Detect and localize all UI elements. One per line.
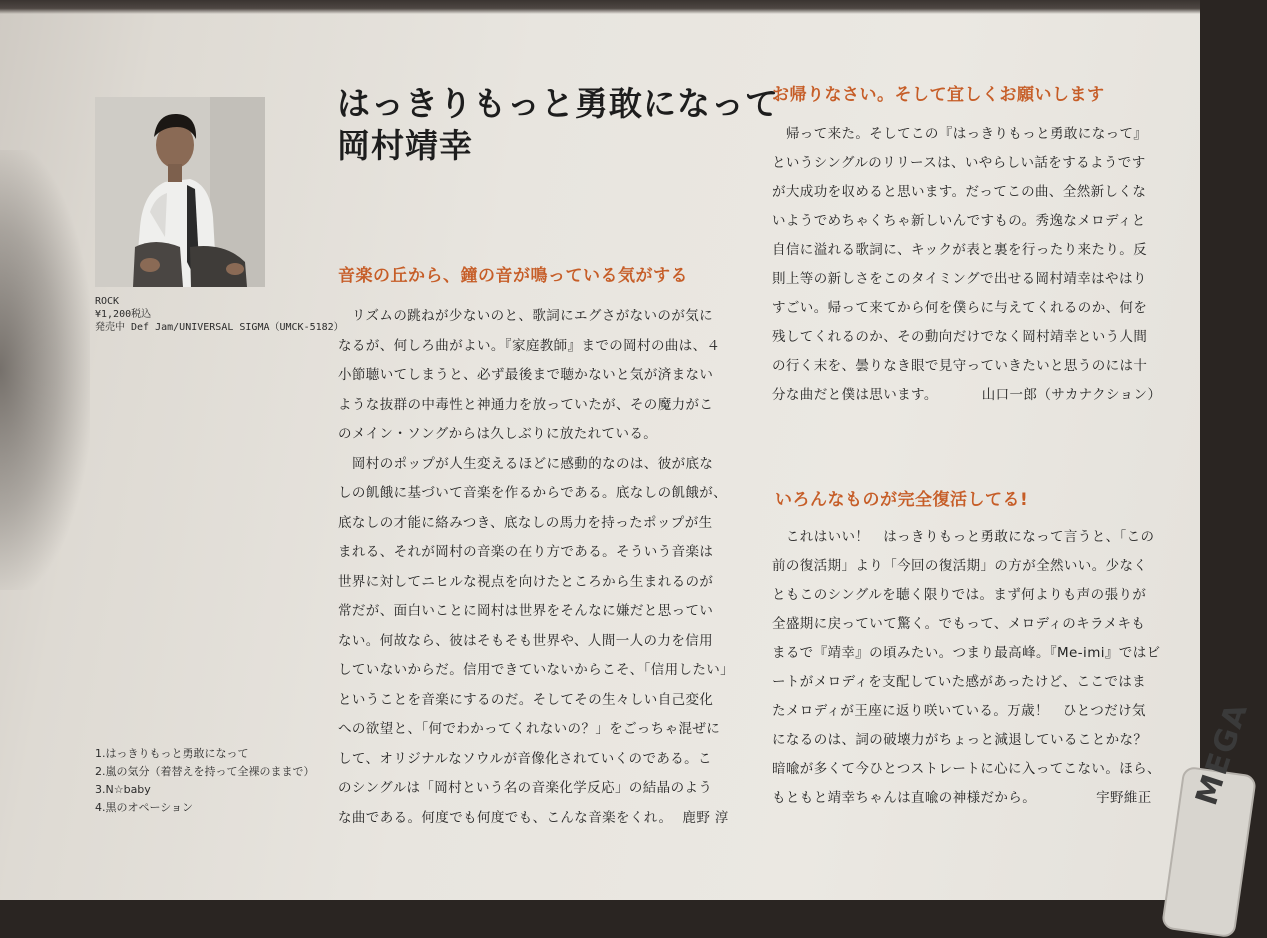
track-item: 4.黒のオペーション [95,801,194,814]
review2-line: 則上等の新しさをこのタイミングで出せる岡村靖幸はやはり [772,271,1147,287]
page-top-edge [0,0,1200,14]
review3-heading: いろんなものが完全復活してる! [775,490,1029,510]
review1-line: まれる、それが岡村の音楽の在り方である。そういう音楽は [338,544,714,560]
artist-figure-image [95,97,265,287]
review1-line: していないからだ。信用できていないからこそ、「信用したい」 [338,662,735,678]
price-label: ¥1,200税込 [95,309,152,320]
headline [337,83,779,167]
review3-line: まるで『靖幸』の頃みたい。つまり最高峰。『Me-imi』ではビ [772,645,1161,661]
review3-line: ートがメロディを支配していた感があったけど、ここではま [772,674,1147,690]
review2-body [772,120,1161,410]
review1-line: ない。何故なら、彼はそもそも世界や、人間一人の力を信用 [338,632,714,649]
review1-line: への欲望と、「何でわかってくれないの？」をごっちゃ混ぜに [338,721,721,737]
review2-line: 自信に溢れる歌詞に、キックが表と裏を行ったり来たり。反 [772,242,1148,258]
mega-stamp [1161,697,1257,938]
review3-line: もともと靖幸ちゃんは直喩の神様だから。 [772,790,1037,806]
review3-line: 暗喩が多くて今ひとつストレートに心に入ってこない。ほら、 [772,761,1161,777]
review3-line-last [772,784,1161,813]
artist-photo [95,97,265,287]
review2-line: すごい。帰って来てから何を僕らに与えてくれるのか、何を [772,300,1148,316]
review1-line: ような抜群の中毒性と神通力を放っていたが、その魔力がこ [338,396,714,413]
review2-line: の行く末を、曇りなき眼で見守っていきたいと思うのには十 [772,358,1148,374]
review1-line: して、オリジナルなソウルが音像化されていくのである。こ [338,750,712,767]
review1-line: 世界に対してニヒルな視点を向けたところから生まれるのが [338,573,714,590]
review2-author: 山口一郎（サカナクション） [981,387,1162,403]
review2-line-last [772,381,1161,410]
genre-label: ROCK [95,296,120,307]
review1-line: 小節聴いてしまうと、必ず最後まで聴かないと気が済まない [338,367,714,383]
label-info: 発売中 Def Jam/UNIVERSAL SIGMA（UMCK-5182） [95,322,344,333]
review2-line: いようでめちゃくちゃ新しいんですもの。秀逸なメロディと [772,213,1146,229]
track-item: 2.嵐の気分（着替えを持って全裸のままで） [95,765,315,778]
tracklist [95,745,335,817]
review3-line: 前の復活期」より「今回の復活期」の方が全然いい。少なく [772,558,1148,574]
review1-line: のシングルは「岡村という名の音楽化学反応」の結晶のよう [338,780,713,796]
review2-line: 分な曲だと僕は思います。 [772,387,938,403]
review1-line: 岡村のポップが人生変えるほどに感動的なのは、彼が底な [338,455,714,472]
review1-heading: 音楽の丘から、鐘の音が鳴っている気がする [338,266,688,286]
review1-line: のメイン・ソングからは久しぶりに放たれている。 [338,426,658,442]
single-title: はっきりもっと勇敢になって [337,84,779,123]
review1-line: 底なしの才能に絡みつき、底なしの馬力を持ったポップが生 [338,514,713,531]
review2-line: 残してくれるのか、その動向だけでなく岡村靖幸という人間 [772,329,1148,345]
review3-line: になるのは、詞の破壊力がちょっと減退していることかな？ [772,732,1148,748]
review3-line: ともこのシングルを聴く限りでは。まず何よりも声の張りが [772,587,1147,603]
release-credits [95,295,344,334]
track-item: 3.N☆baby [95,783,151,796]
review2-line: が大成功を収めると思います。だってこの曲、全然新しくな [772,184,1147,200]
review1-line: な曲である。何度でも何度でも、こんな音楽をくれ。 [338,809,673,826]
review2-line: 帰って来た。そしてこの『はっきりもっと勇敢になって』 [772,126,1148,142]
review2-heading: お帰りなさい。そして宜しくお願いします [772,85,1105,105]
review2-line: というシングルのリリースは、いやらしい話をするようです [772,155,1146,171]
page-shadow [0,150,90,590]
review3-line: たメロディが王座に返り咲いている。万歳！ ひとつだけ気 [772,703,1146,719]
review3-author: 宇野維正 [1096,790,1152,806]
review1-author: 鹿野 淳 [682,809,729,826]
review1-line-last [338,804,734,834]
stamp-text: MEGA [1189,697,1256,810]
review1-line: ということを音楽にするのだ。そしてその生々しい自己変化 [338,691,714,708]
review1-line: しの飢餓に基づいて音楽を作るからである。底なしの飢餓が、 [338,485,728,501]
review3-line: これはいい！ はっきりもっと勇敢になって言うと、「この [772,529,1155,545]
review1-line: 常だが、面白いことに岡村は世界をそんなに嫌だと思ってい [338,603,714,619]
review1-line: リズムの跳ねが少ないのと、歌詞にエグさがないのが気に [338,308,714,324]
review3-body [772,523,1161,813]
review1-line: なるが、何しろ曲がよい。『家庭教師』までの岡村の曲は、４ [338,337,721,354]
track-item: 1.はっきりもっと勇敢になって [95,747,249,760]
review1-body [338,302,734,833]
review3-line: 全盛期に戻っていて驚く。でもって、メロディのキラメキも [772,616,1146,632]
artist-name: 岡村靖幸 [337,126,473,165]
